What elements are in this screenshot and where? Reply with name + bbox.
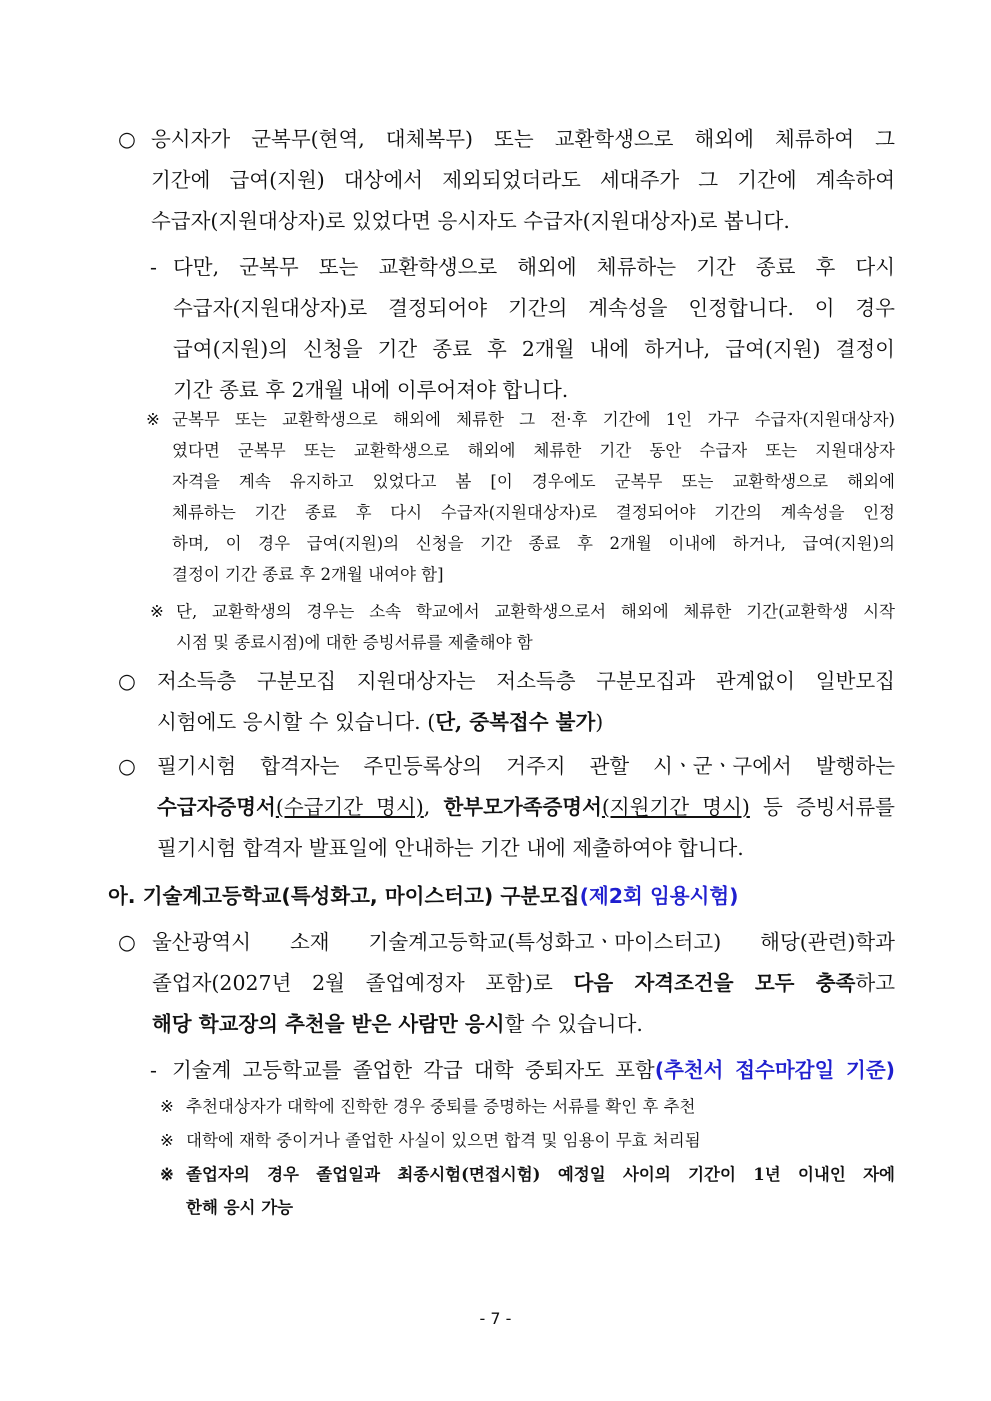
note-1-line-6: 결정이 기간 종료 후 2개월 내여야 함] xyxy=(172,565,444,584)
paragraph-2-line-2 xyxy=(157,702,895,743)
note-1-line-5: 하며, 이 경우 급여(지원)의 신청을 기간 종료 후 2개월 이내에 하거나, 급여(지원)의 xyxy=(172,534,895,553)
support-period-note: (지원기간 명시) xyxy=(601,795,750,819)
sub-paragraph-4-text: 기술계 고등학교를 졸업한 각급 대학 중퇴자도 포함 xyxy=(172,1058,655,1082)
paragraph-4-text: 졸업자(2027년 2월 졸업예정자 포함)로 xyxy=(152,971,574,995)
note-mark-icon: ※ xyxy=(146,410,160,429)
note-mark-icon: ※ xyxy=(150,602,164,621)
paragraph-1-line-3: 수급자(지원대상자)로 있었다면 응시자도 수급자(지원대상자)로 봅니다. xyxy=(151,209,790,233)
dash-bullet-icon: - xyxy=(150,1058,157,1082)
paragraph-4-text-end: 하고 xyxy=(855,971,895,995)
sub-paragraph-line-2: 수급자(지원대상자)로 결정되어야 기간의 계속성을 인정합니다. 이 경우 xyxy=(173,296,895,320)
paragraph-4-line-3 xyxy=(152,1004,895,1045)
paragraph-3-line-3: 필기시험 합격자 발표일에 안내하는 기간 내에 제출하여야 합니다. xyxy=(157,836,744,860)
recipient-period-note: (수급기간 명시) xyxy=(275,795,424,819)
paragraph-3-line-2 xyxy=(157,787,895,828)
single-parent-certificate: 한부모가족증명서 xyxy=(443,795,602,819)
paragraph-1-line-2: 기간에 급여(지원) 대상에서 제외되었더라도 세대주가 그 기간에 계속하여 xyxy=(151,168,895,192)
sub-paragraph-4 xyxy=(172,1050,895,1091)
no-duplicate-emphasis: 단, 중복접수 불가 xyxy=(435,710,596,734)
note-4-line-2: 한해 응시 가능 xyxy=(186,1198,294,1217)
page-number: - 7 - xyxy=(479,1309,512,1328)
dash-bullet-icon: - xyxy=(150,255,157,279)
paragraph-4-line-2 xyxy=(152,963,895,1004)
section-heading xyxy=(108,876,895,917)
paragraph-4-line-1: 울산광역시 소재 기술계고등학교(특성화고ㆍ마이스터고) 해당(관련)학과 xyxy=(152,930,895,954)
note-2-line-2: 시점 및 종료시점)에 대한 증빙서류를 제출해야 함 xyxy=(176,633,533,652)
recipient-certificate: 수급자증명서 xyxy=(157,795,276,819)
sub-paragraph-line-3: 급여(지원)의 신청을 기간 종료 후 2개월 내에 하거나, 급여(지원) 결정이 xyxy=(173,337,895,361)
paragraph-2-text: 시험에도 응시할 수 있습니다. ( xyxy=(157,710,436,734)
note-1-line-4: 체류하는 기간 종료 후 다시 수급자(지원대상자)로 결정되어야 기간의 계속성을 인정 xyxy=(172,503,895,522)
section-title: 아. 기술계고등학교(특성화고, 마이스터고) 구분모집 xyxy=(108,884,580,908)
note-mark-icon: ※ xyxy=(160,1097,174,1116)
circle-bullet-icon: ○ xyxy=(118,127,136,151)
note-4-line-1: 졸업자의 경우 졸업일과 최종시험(면접시험) 예정일 사이의 기간이 1년 이내인 자에 xyxy=(186,1165,895,1184)
recommendation-emphasis: 해당 학교장의 추천을 받은 사람만 응시 xyxy=(152,1012,505,1036)
sub-paragraph-line-1: 다만, 군복무 또는 교환학생으로 해외에 체류하는 기간 종료 후 다시 xyxy=(173,255,895,279)
circle-bullet-icon: ○ xyxy=(118,930,136,954)
note-1-line-1: 군복무 또는 교환학생으로 해외에 체류한 그 전·후 기간에 1인 가구 수급자(지원대상자) xyxy=(172,410,895,429)
separator: , xyxy=(423,795,444,819)
qualification-emphasis: 다음 자격조건을 모두 충족 xyxy=(573,971,856,995)
note-3-item-1: 추천대상자가 대학에 진학한 경우 중퇴를 증명하는 서류를 확인 후 추천 xyxy=(186,1097,696,1116)
note-2-line-1: 단, 교환학생의 경우는 소속 학교에서 교환학생으로서 해외에 체류한 기간(교환학생 시작 xyxy=(176,602,895,621)
section-title-tag: (제2회 임용시험) xyxy=(579,884,739,908)
paragraph-3-line-1: 필기시험 합격자는 주민등록상의 거주지 관할 시ㆍ군ㆍ구에서 발행하는 xyxy=(157,754,895,778)
paragraph-2-text-end: ) xyxy=(595,710,604,734)
paragraph-3-text: 등 증빙서류를 xyxy=(749,795,895,819)
sub-paragraph-line-4: 기간 종료 후 2개월 내에 이루어져야 합니다. xyxy=(173,378,569,402)
circle-bullet-icon: ○ xyxy=(118,669,136,693)
deadline-basis-tag: (추천서 접수마감일 기준) xyxy=(654,1058,895,1082)
paragraph-2-line-1: 저소득층 구분모집 지원대상자는 저소득층 구분모집과 관계없이 일반모집 xyxy=(157,669,895,693)
paragraph-1-line-1: 응시자가 군복무(현역, 대체복무) 또는 교환학생으로 해외에 체류하여 그 xyxy=(151,127,895,151)
note-1-line-2: 였다면 군복무 또는 교환학생으로 해외에 체류한 기간 동안 수급자 또는 지원대상자 xyxy=(172,441,895,460)
circle-bullet-icon: ○ xyxy=(118,754,136,778)
note-mark-icon: ※ xyxy=(160,1165,174,1184)
paragraph-4-text-tail: 할 수 있습니다. xyxy=(504,1012,643,1036)
note-3-item-2: 대학에 재학 중이거나 졸업한 사실이 있으면 합격 및 임용이 무효 처리됨 xyxy=(186,1131,701,1150)
note-mark-icon: ※ xyxy=(160,1131,174,1150)
note-1-line-3: 자격을 계속 유지하고 있었다고 봄 [이 경우에도 군복무 또는 교환학생으로 해외에 xyxy=(172,472,895,491)
